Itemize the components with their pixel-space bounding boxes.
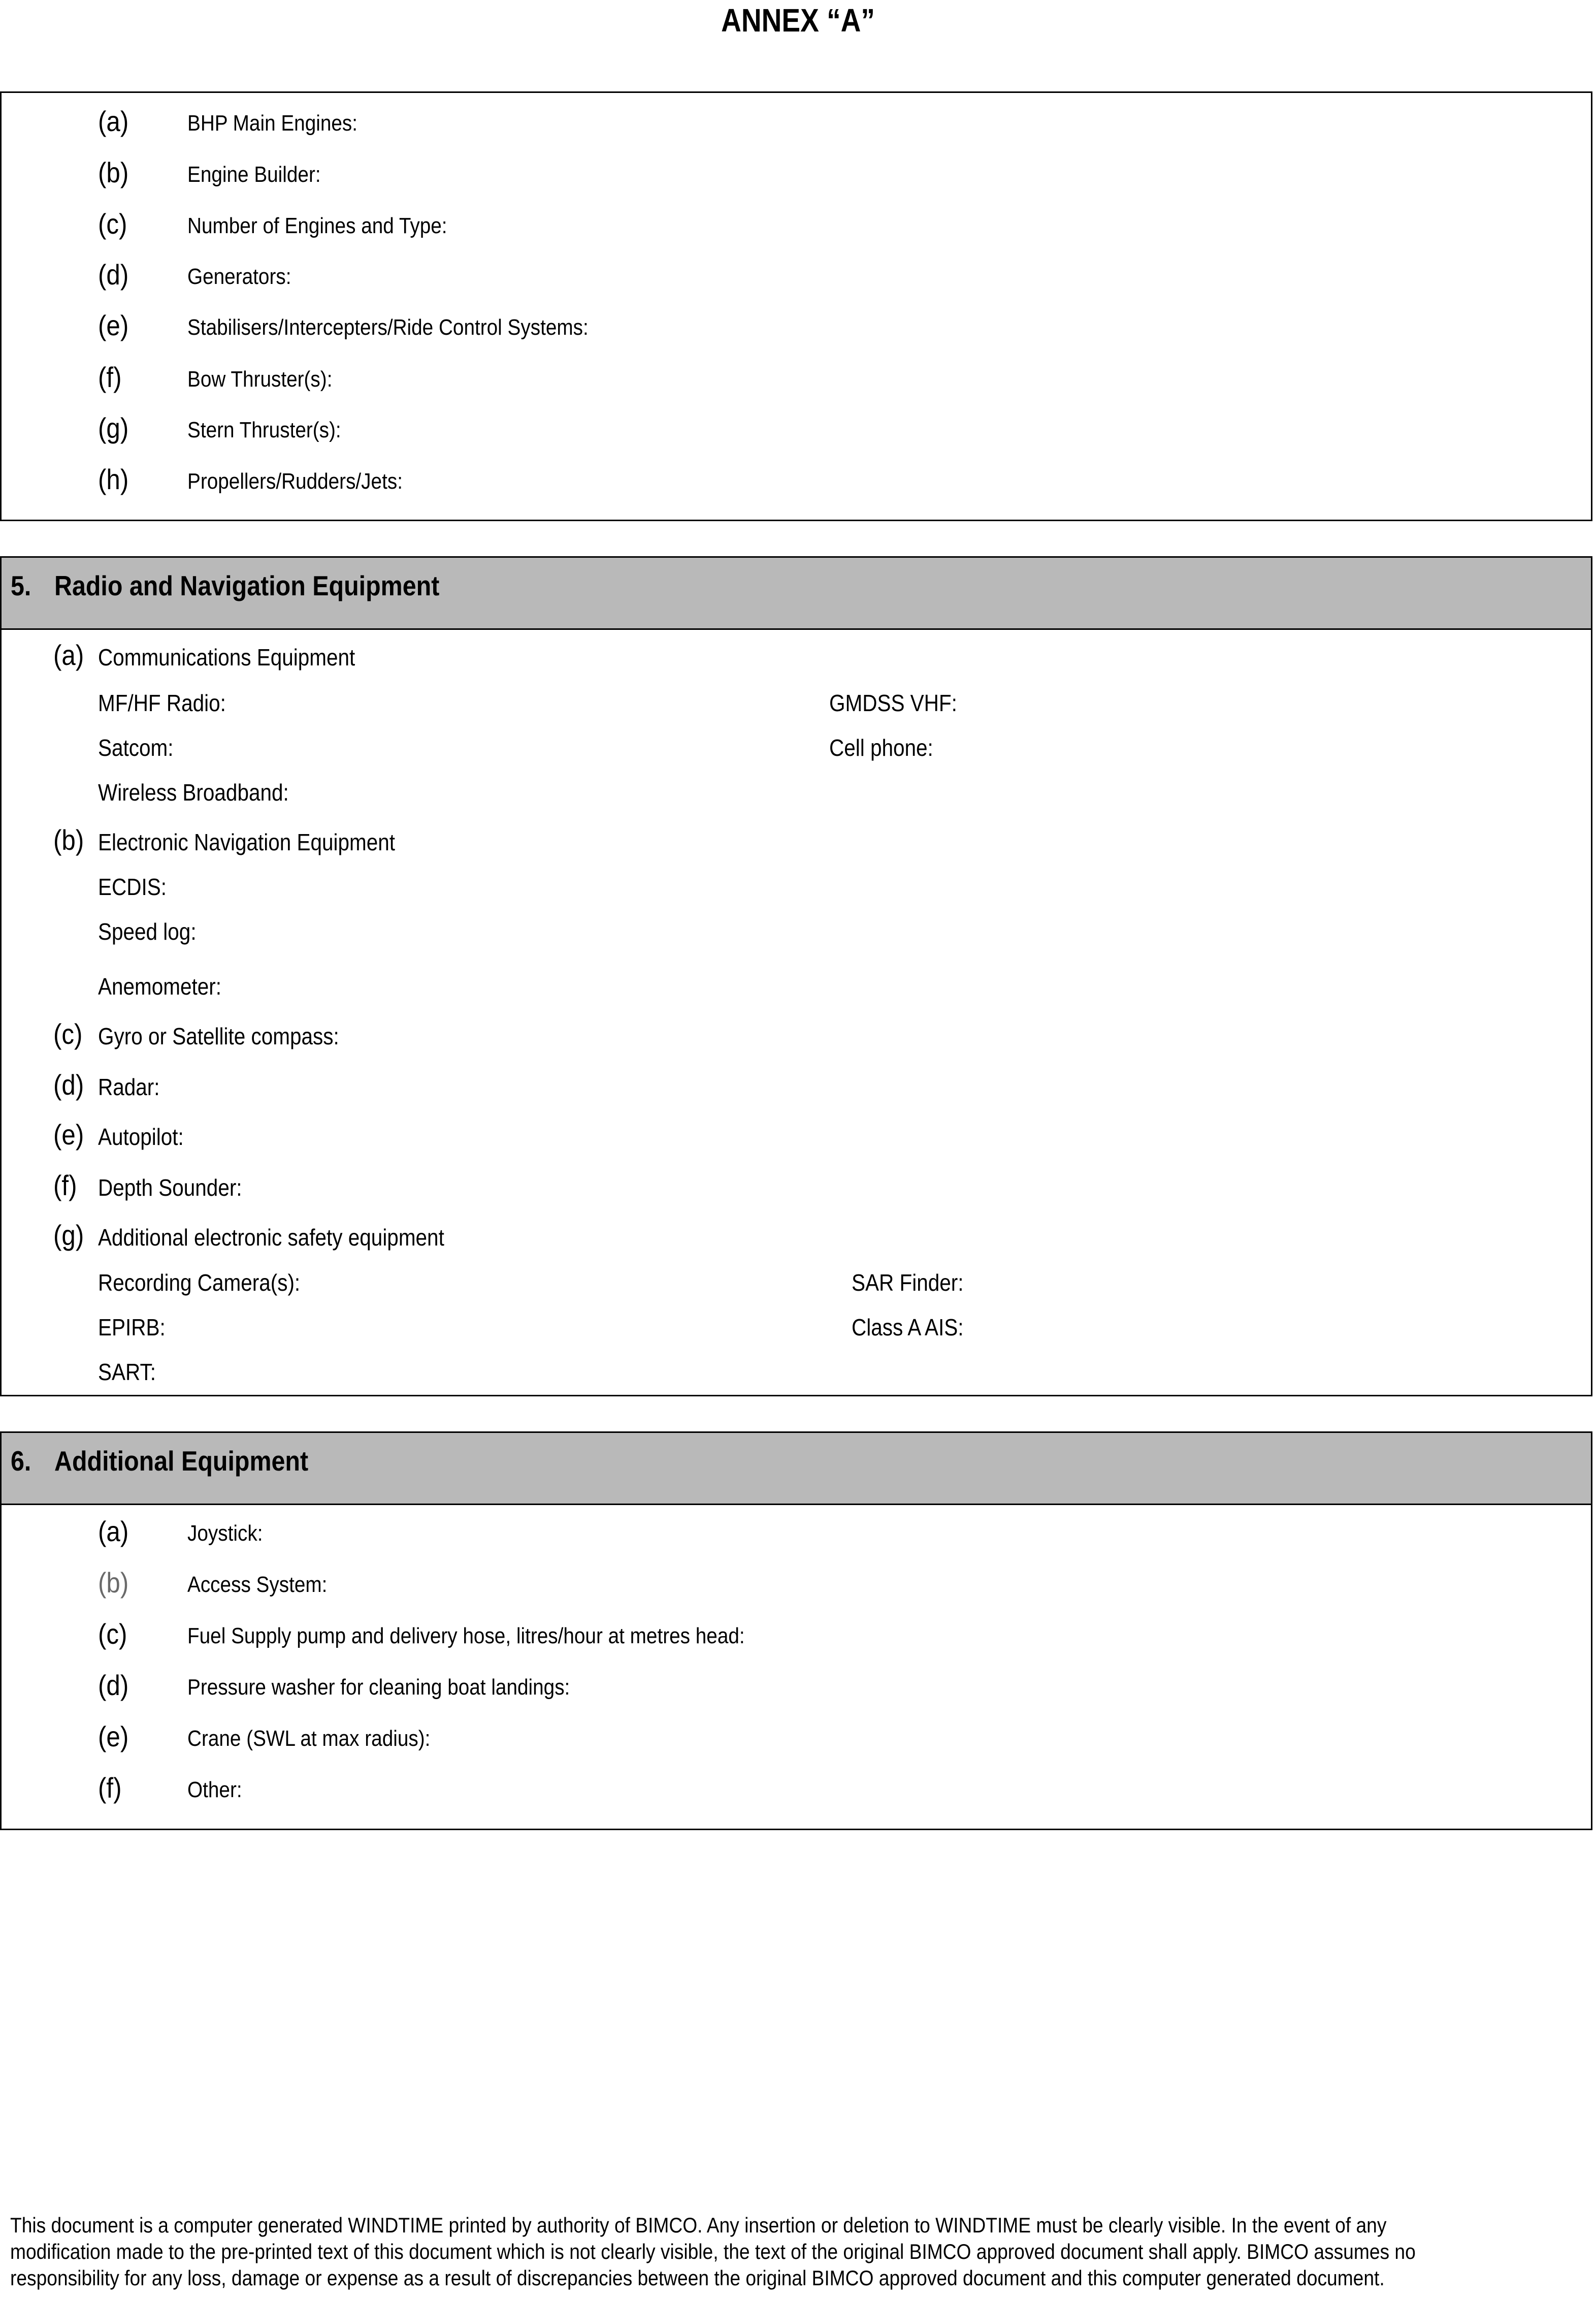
item-letter: (d) <box>98 1669 129 1701</box>
item-communications-equipment <box>2 640 1591 670</box>
item-letter: (g) <box>53 1219 84 1251</box>
item-number-of-engines <box>2 209 1591 239</box>
item-letter: (c) <box>98 1618 127 1650</box>
section-number: 6. <box>11 1445 31 1477</box>
item-letter: (f) <box>98 1772 122 1804</box>
item-letter: (a) <box>98 105 129 137</box>
item-generators <box>2 260 1591 290</box>
speed-log-label: Speed log: <box>98 918 197 945</box>
item-letter: (g) <box>98 412 129 444</box>
item-letter: (e) <box>98 309 129 341</box>
annex-title: ANNEX “A” <box>721 2 875 39</box>
item-letter: (a) <box>53 639 84 671</box>
field-row-camera-sar <box>2 1265 1591 1296</box>
class-a-ais-label: Class A AIS: <box>852 1314 964 1340</box>
ecdis-label: ECDIS: <box>98 874 167 900</box>
wireless-broadband-label: Wireless Broadband: <box>98 779 289 806</box>
item-propellers <box>2 464 1591 495</box>
field-row-anemometer <box>2 969 1591 1000</box>
recording-cameras-label: Recording Camera(s): <box>98 1269 301 1296</box>
item-label: Pressure washer for cleaning boat landings: <box>187 1675 570 1700</box>
item-bhp-main-engines <box>2 106 1591 137</box>
field-row-speed-log <box>2 914 1591 945</box>
item-radar <box>2 1070 1591 1100</box>
disclaimer-footer <box>10 2212 1589 2291</box>
section-5-box <box>0 556 1592 1396</box>
item-label: Crane (SWL at max radius): <box>187 1726 431 1751</box>
item-autopilot <box>2 1120 1591 1150</box>
field-row-ecdis <box>2 870 1591 900</box>
item-label: Electronic Navigation Equipment <box>98 829 396 855</box>
item-other <box>2 1773 1591 1803</box>
item-access-system <box>2 1568 1591 1598</box>
item-letter: (b) <box>98 156 129 188</box>
item-label: Generators: <box>187 264 291 289</box>
item-label: Other: <box>187 1777 242 1802</box>
section-6-header <box>2 1433 1591 1505</box>
item-letter: (d) <box>98 259 129 291</box>
item-bow-thrusters <box>2 362 1591 393</box>
section-5-header <box>2 558 1591 630</box>
item-label: Communications Equipment <box>98 644 355 670</box>
disclaimer-line: modification made to the pre-printed text of this document which is not clearly visible, the text of the original BIMCO approved document shall apply. BIMCO assumes no <box>10 2240 1416 2263</box>
item-label: BHP Main Engines: <box>187 111 358 136</box>
item-letter: (c) <box>53 1018 83 1050</box>
item-letter: (h) <box>98 463 129 495</box>
item-label: Engine Builder: <box>187 162 321 187</box>
item-label: Stabilisers/Intercepters/Ride Control Systems: <box>187 315 589 340</box>
item-label: Gyro or Satellite compass: <box>98 1023 339 1049</box>
item-label: Propellers/Rudders/Jets: <box>187 469 403 494</box>
item-letter: (a) <box>98 1515 129 1547</box>
item-label: Autopilot: <box>98 1124 184 1150</box>
epirb-label: EPIRB: <box>98 1314 166 1340</box>
anemometer-label: Anemometer: <box>98 973 221 1000</box>
item-pressure-washer <box>2 1670 1591 1701</box>
item-label: Additional electronic safety equipment <box>98 1224 444 1251</box>
section-title: Additional Equipment <box>54 1445 309 1477</box>
item-label: Radar: <box>98 1074 160 1100</box>
item-letter: (f) <box>98 361 122 393</box>
item-label: Fuel Supply pump and delivery hose, litres/hour at metres head: <box>187 1623 745 1648</box>
section-number: 5. <box>11 570 31 601</box>
item-additional-safety <box>2 1220 1591 1251</box>
item-label: Stern Thruster(s): <box>187 418 341 442</box>
item-stabilisers <box>2 310 1591 341</box>
field-row-sart <box>2 1355 1591 1385</box>
item-label: Depth Sounder: <box>98 1174 242 1201</box>
section-title: Radio and Navigation Equipment <box>54 570 440 601</box>
item-fuel-supply <box>2 1619 1591 1649</box>
item-letter: (b) <box>98 1567 129 1599</box>
item-letter: (d) <box>53 1069 84 1101</box>
item-stern-thrusters <box>2 413 1591 443</box>
field-row-wireless <box>2 775 1591 806</box>
disclaimer-line: responsibility for any loss, damage or expense as a result of discrepancies between the original BIMCO approved document and this computer generated document. <box>10 2266 1385 2290</box>
item-letter: (b) <box>53 824 84 856</box>
item-gyro-compass <box>2 1019 1591 1049</box>
section-4-box <box>0 91 1592 521</box>
mfhf-radio-label: MF/HF Radio: <box>98 690 226 716</box>
sart-label: SART: <box>98 1359 156 1385</box>
item-letter: (e) <box>53 1119 84 1151</box>
sar-finder-label: SAR Finder: <box>852 1269 964 1296</box>
item-joystick <box>2 1516 1591 1547</box>
item-label: Bow Thruster(s): <box>187 367 333 392</box>
item-label: Number of Engines and Type: <box>187 213 447 238</box>
satcom-label: Satcom: <box>98 735 174 761</box>
field-row-mfhf-gmdss <box>2 686 1591 716</box>
gmdss-vhf-label: GMDSS VHF: <box>829 690 957 716</box>
disclaimer-line: This document is a computer generated WINDTIME printed by authority of BIMCO. Any insertion or deletion to WINDTIME must be clearly visible. In the event of any <box>10 2213 1387 2237</box>
item-crane <box>2 1721 1591 1752</box>
item-label: Joystick: <box>187 1521 263 1546</box>
section-6-box <box>0 1431 1592 1830</box>
item-letter: (e) <box>98 1720 129 1752</box>
cell-phone-label: Cell phone: <box>829 735 933 761</box>
item-letter: (f) <box>53 1169 77 1201</box>
item-depth-sounder <box>2 1170 1591 1201</box>
item-label: Access System: <box>187 1572 328 1597</box>
field-row-satcom-cell <box>2 730 1591 761</box>
item-engine-builder <box>2 157 1591 188</box>
item-electronic-navigation <box>2 825 1591 855</box>
field-row-epirb-ais <box>2 1310 1591 1340</box>
item-letter: (c) <box>98 208 127 240</box>
